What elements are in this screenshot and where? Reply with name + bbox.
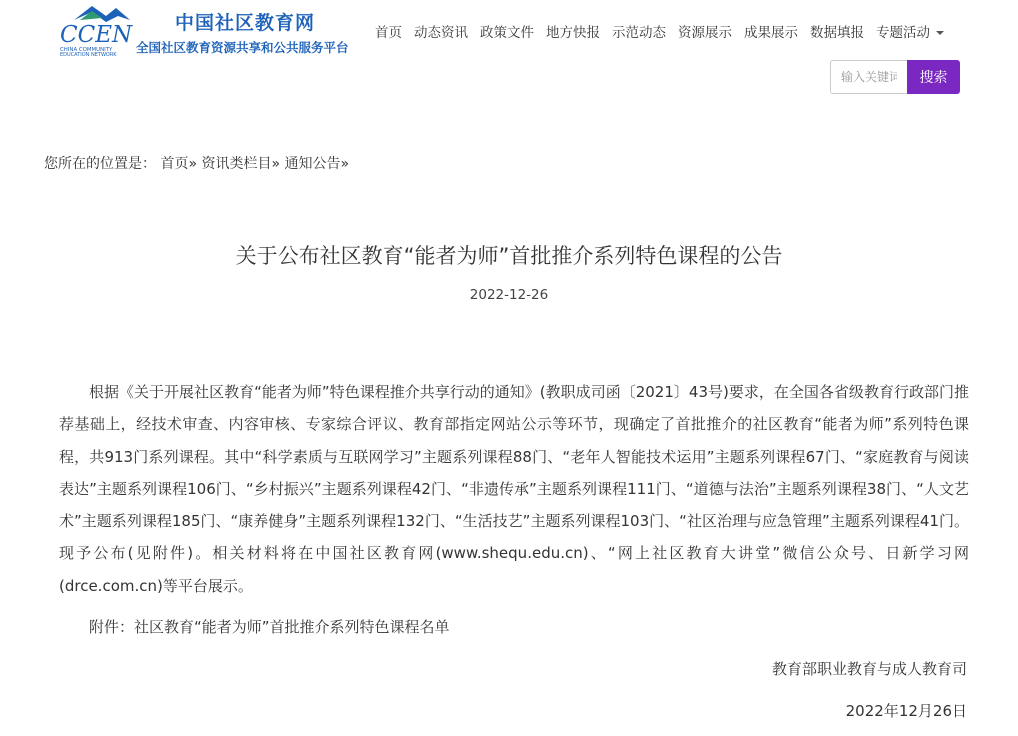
nav-dropdown-label: 专题活动	[876, 25, 930, 41]
search-input[interactable]	[830, 60, 908, 94]
site-subtitle: 全国社区教育资源共享和公共服务平台	[136, 40, 349, 55]
search-button[interactable]: 搜索	[907, 60, 960, 94]
nav-item-demo[interactable]: 示范动态	[612, 25, 666, 41]
site-logo[interactable]	[58, 4, 358, 56]
attachment-link[interactable]: 附件：社区教育“能者为师”首批推介系列特色课程名单	[89, 618, 450, 636]
nav-item-policy[interactable]: 政策文件	[480, 25, 534, 41]
nav-item-achievements[interactable]: 成果展示	[744, 25, 798, 41]
svg-text:EDUCATION NETWORK: EDUCATION NETWORK	[60, 52, 117, 56]
breadcrumb-home[interactable]: 首页»	[160, 156, 198, 172]
site-title: 中国社区教育网	[175, 12, 316, 34]
breadcrumb-prefix: 您所在的位置是：	[44, 156, 156, 172]
svg-text:CHINA COMMUNITY: CHINA COMMUNITY	[60, 47, 113, 53]
svg-text:CCEN: CCEN	[60, 22, 133, 48]
breadcrumb-news-column[interactable]: 资讯类栏目»	[201, 156, 281, 172]
nav-item-local-news[interactable]: 地方快报	[546, 25, 600, 41]
article-date: 2022-12-26	[469, 287, 549, 303]
nav-item-data-entry[interactable]: 数据填报	[810, 25, 864, 41]
site-header	[0, 0, 1018, 105]
article-title: 关于公布社区教育“能者为师”首批推介系列特色课程的公告	[235, 244, 783, 268]
breadcrumb-notices[interactable]: 通知公告»	[284, 156, 350, 172]
nav-item-news[interactable]: 动态资讯	[414, 25, 468, 41]
breadcrumb	[44, 154, 349, 174]
ccen-logo-icon	[58, 4, 134, 56]
caret-down-icon	[936, 31, 944, 35]
nav-item-topics-dropdown[interactable]	[870, 22, 950, 44]
signature-date: 2022年12月26日	[845, 702, 967, 720]
article-body: 根据《关于开展社区教育“能者为师”特色课程推介共享行动的通知》(教职成司函〔2021〕43号)要求，在全国各省级教育行政部门推荐基础上，经技术审查、内容审核、专家综合评议、教育部指定网站公示等环节，现确定了首批推介的社区教育“能者为师”系列特色课程，共913门系列课程。其中“科学素质与互联网学习”主题系列课程88门、“老年人智能技术运用”主题系列课程67门、“家庭教育与阅读表达”主题系列课程106门、“乡村振兴”主题系列课程42门、“非遗传承”主题系列课程111门、“道德与法治”主题系列课程38门、“人文艺术”主题系列课程185门、“康养健身”主题系列课程132门、“生活技艺”主题系列课程103门、“社区治理与应急管理”主题系列课程41门。现予公布(见附件)。相关材料将在中国社区教育网(www.shequ.edu.cn)、“网上社区教育大讲堂”微信公众号、日新学习网(drce.com.cn)等平台展示。	[59, 383, 969, 595]
issuer-signature: 教育部职业教育与成人教育司	[771, 660, 967, 678]
nav-item-resources[interactable]: 资源展示	[678, 25, 732, 41]
main-nav	[369, 22, 950, 44]
nav-item-home[interactable]: 首页	[375, 25, 402, 41]
